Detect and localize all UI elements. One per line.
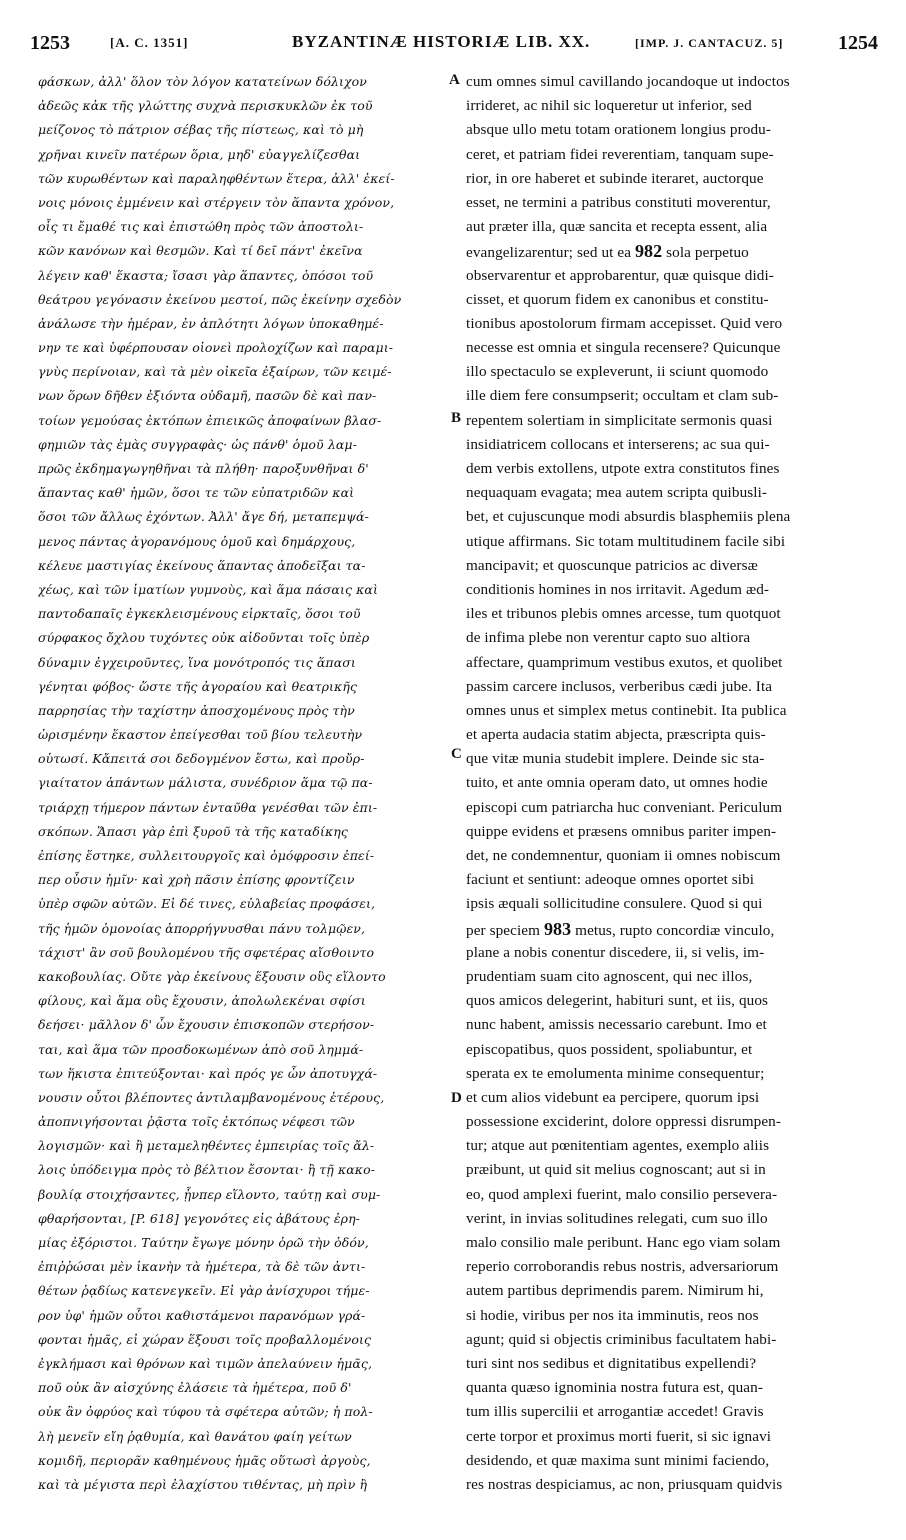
latin-text-line: tuito, et ante omnia operam dato, ut omnes hodie (466, 774, 768, 792)
greek-text-line: ἅπαντας καθ' ἡμῶν, ὅσοι τε τῶν εὐπατριδῶν καὶ (38, 485, 355, 501)
latin-text-line: prudentiam suam cito agnoscent, qui nec illos, (466, 967, 753, 985)
emperor-reference: [IMP. J. CANTACUZ. 5] (635, 36, 784, 50)
latin-text-line: si hodie, viribus per nos ita imminutis, reos nos (466, 1306, 759, 1324)
latin-text-line: iles et tribunos plebis omnes arcesse, tum quotquot (466, 605, 781, 623)
greek-text-line: θέτων ῥᾳδίως κατενεγκεῖν. Εἰ γὰρ ἀνίσχυροι τήμε- (38, 1283, 370, 1299)
latin-text-line: affectare, quamprimum vestibus exutos, et quolibet (466, 653, 783, 671)
greek-text-line: φονται ἡμᾶς, εἰ χώραν ἕξουσι τοῖς προβαλλομένοις (38, 1331, 372, 1347)
latin-text-line: ceret, et patriam fidei reverentiam, tanquam supe- (466, 145, 774, 163)
latin-text-line: ille diem fere consumpserit; occultam et clam sub- (466, 387, 779, 405)
page-number-left: 1253 (30, 32, 70, 54)
greek-text-line: βουλίᾳ στοιχήσαντες, ᾗνπερ εἵλοντο, ταύτῃ καὶ συμ- (38, 1186, 381, 1202)
greek-text-line: μίας ἐξόριστοι. Ταύτην ἔγωγε μόνην ὁρῶ τὴν ὁδόν, (38, 1235, 369, 1250)
greek-text-line: ὅσοι τῶν ἄλλως ἐχόντων. Ἀλλ' ἄγε δή, μεταπεμψά- (38, 509, 369, 525)
greek-text-line: τοίων γεμούσας ἐκτόπων ἐπιεικῶς ἀποφαίνων βλασ- (38, 412, 382, 428)
latin-text-line: quanta quæso ignominia nostra futura est, quan- (466, 1379, 763, 1397)
greek-text-line: ρον ὑφ' ἡμῶν οὗτοι καθιστάμενοι παρανόμων γρά- (38, 1307, 366, 1323)
latin-text-line: plane a nobis conentur discedere, ii, si velis, im- (466, 943, 765, 961)
greek-text-line: δεήσει· μᾶλλον δ' ὧν ἔχουσιν ἐπισκοπῶν στερήσον- (38, 1017, 375, 1033)
latin-text-line: necesse est omnia et singula recensere? Quicunque (466, 339, 781, 357)
greek-text-line: γνὺς περίνοιαν, καὶ τὰ μὲν οἰκεῖα ἐξαίρων, τῶν κειμέ- (38, 364, 392, 380)
greek-text-line: κομιδῆ, περιορᾶν καθημένους ἡμᾶς οὕτωσὶ ἀργοὺς, (38, 1452, 371, 1468)
greek-text-line: οἷς τι ἔμαθέ τις καὶ ἐπιστώθη πρὸς τῶν ἀποστολι- (38, 219, 364, 235)
latin-text-line: autem partibus deprimendis parem. Nimirum hi, (466, 1282, 764, 1300)
latin-text-line: observarentur et approbarentur, quæ quisque didi- (466, 266, 774, 284)
latin-text-line: repentem solertiam in simplicitate sermonis quasi (466, 411, 773, 429)
greek-text-line: οὑτωσί. Κἄπειτά σοι δεδογμένον ἔστω, καὶ προὔρ- (38, 751, 365, 767)
greek-text-line: νην τε καὶ ὑφέρπουσαν οἱονεὶ προλοχίζων καὶ παραμι- (38, 340, 394, 356)
latin-text-line: mancipavit; et quoscunque patricios ac diversæ (466, 556, 758, 574)
latin-text-line: omnes unus et simplex metus continebit. Ita publica (466, 701, 787, 719)
greek-text-line: περ οὖσιν ἡμῖν· καὶ χρὴ πᾶσιν ἐπίσης φροντίζειν (38, 872, 355, 888)
greek-text-line: τάχιστ' ἂν σοῦ βουλομένου τῆς σφετέρας αἴσθοιντο (38, 944, 375, 960)
latin-text-line: nequaquam evagata; mea autem scripta quibusli- (466, 484, 768, 502)
greek-text-line: μείζονος τὸ πάτριον σέβας τῆς πίστεως, καὶ τὸ μὴ (38, 122, 364, 138)
greek-text-line: οὐκ ἂν ὀφρύος καὶ τύφου τὰ σφέτερα αὐτῶν; ἡ πολ- (38, 1404, 373, 1420)
latin-text-column (466, 70, 878, 1497)
greek-text-line: τριάρχῃ τήμερον πάντων ἐνταῦθα γενέσθαι τῶν ἐπι- (38, 799, 378, 815)
latin-text-line: dem verbis extollens, utpote extra constitutos fines (466, 460, 780, 477)
latin-text-line: per speciem 983 metus, rupto concordiæ vinculo, (466, 918, 775, 939)
greek-text-line: ἀνάλωσε τὴν ἡμέραν, ἐν ἁπλότητι λόγων ὑποκαθημέ- (38, 315, 384, 331)
greek-text-line: χέως, καὶ τῶν ἱματίων γυμνοὺς, καὶ ἅμα πάσαις καὶ (38, 581, 378, 597)
greek-text-line: ἐγκλήμασι καὶ θρόνων καὶ τιμῶν ἀπελαύνειν ἡμᾶς, (38, 1355, 373, 1371)
latin-text-line: possessione exciderint, dolore oppressi disrumpen- (466, 1113, 782, 1131)
greek-text-line: παντοδαπαῖς ἐγκεκλεισμένους εἱρκταῖς, ὅσοι τοῦ (38, 606, 361, 622)
latin-text-line: bet, et cujuscunque modi absurdis blasphemiis plena (466, 508, 791, 526)
latin-text-line: tionibus apostolorum firmam accepisset. Quid vero (466, 314, 783, 332)
greek-text-line: σκόπων. Ἅπασι γὰρ ἐπὶ ξυροῦ τὰ τῆς καταδίκης (38, 823, 348, 839)
greek-text-line: κῶν κανόνων καὶ θεσμῶν. Καὶ τί δεῖ πάντ' ἐκεῖνα (38, 243, 363, 259)
margin-marker-d: D (451, 1090, 462, 1106)
greek-text-line: δύναμιν ἐγχειροῦντες, ἵνα μονότροπός τις ἅπασι (38, 654, 356, 670)
latin-text-line: præibunt, ut quid sit melius cognoscant; aut si in (466, 1161, 766, 1179)
latin-text-line: tur; atque aut pœnitentiam agentes, exemplo aliis (466, 1137, 770, 1155)
latin-text-line: agunt; quid si objectis criminibus facultatem habi- (466, 1330, 777, 1348)
greek-text-line: γένηται φόβος· ὥστε τῆς ἀγοραίου καὶ θεατρικῆς (38, 678, 358, 694)
greek-text-line: φθαρήσονται, [P. 618] γεγονότες εἰς ἀβάτους ἐρη- (38, 1210, 360, 1226)
running-header (30, 32, 878, 54)
latin-text-line: certe torpor et proximus morti fuerit, si sic ignavi (466, 1427, 772, 1445)
greek-text-line: ὡρισμένην ἕκαστον ἐπείγεσθαι τοῦ βίου τελευτὴν (38, 727, 363, 743)
latin-text-line: episcopatibus, quos possident, spoliabuntur, et (466, 1040, 753, 1058)
latin-text-line: illo spectaculo se expleverunt, ii sciunt quomodo (466, 363, 769, 381)
latin-text-line: absque ullo metu totam orationem longius produ- (466, 121, 772, 139)
latin-text-line: desidendo, et quæ maxima sunt minimi faciendo, (466, 1451, 770, 1469)
greek-text-line: χρῆναι κινεῖν πατέρων ὅρια, μηδ' εὐαγγελίζεσθαι (38, 146, 361, 162)
greek-text-line: φημιῶν τὰς ἐμὰς συγγραφὰς· ὡς πάνθ' ὁμοῦ λαμ- (38, 436, 357, 452)
latin-text-line: cisset, et quorum fidem ex canonibus et constitu- (466, 290, 769, 308)
greek-text-line: πρῶς ἐκδημαγωγηθῆναι τὰ πλήθη· παροξυνθῆναι δ' (38, 461, 369, 476)
latin-text-line: turi sint nos sedibus et dignitatibus expellendi? (466, 1354, 757, 1372)
latin-text-line: cum omnes simul cavillando jocandoque ut indoctos (466, 73, 790, 90)
latin-text-line: esset, ne termini a patribus constituti moverentur, (466, 193, 771, 211)
latin-text-line: aut præter illa, quæ sancita et recepta essent, alia (466, 218, 768, 236)
latin-text-line: det, ne condemnentur, quoniam ii omnes nobiscum (466, 847, 781, 864)
latin-text-line: quos amicos delegerint, habituri sunt, et iis, quos (466, 992, 769, 1010)
latin-text-line: et cum alios videbunt ea percipere, quorum ipsi (466, 1088, 760, 1106)
greek-text-line: τῆς ἡμῶν ὁμονοίας ἀπορρήγνυσθαι πάνυ τολμῷεν, (38, 920, 366, 936)
greek-text-line: καὶ τὰ μέγιστα περὶ ἐλαχίστου τιθέντας, μὴ πρὶν ἢ (38, 1476, 368, 1492)
margin-marker-a: A (449, 72, 460, 88)
greek-text-line: ἐπίσης ἕστηκε, συλλειτουργοῖς καὶ ὁμόφροσιν ἐπεί- (38, 848, 375, 863)
greek-text-line: λοις ὑπόδειγμα πρὸς τὸ βέλτιον ἔσονται· ἢ τῇ κακο- (38, 1162, 376, 1178)
page-title: BYZANTINÆ HISTORIÆ LIB. XX. (292, 32, 591, 51)
greek-text-line: νουσιν οὗτοι βλέποντες ἀντιλαμβανομένους ἑτέρους, (38, 1089, 385, 1105)
latin-text-line: res nostras despiciamus, ac non, priusquam quidvis (466, 1475, 783, 1493)
greek-text-line: μενος πάντας ἀγορανόμους ὁμοῦ καὶ δημάρχους, (38, 533, 356, 549)
greek-text-line: λέγειν καθ' ἕκαστα; ἴσασι γὰρ ἅπαντες, ὁπόσοι τοῦ (38, 267, 374, 283)
latin-text-line: evangelizarentur; sed ut ea 982 sola perpetuo (466, 241, 749, 262)
greek-text-line: νων ὅρων δῆθεν ἐξιόντα οὐδαμῆ, πασῶν δὲ καὶ παν- (38, 388, 377, 404)
latin-text-line: et aperta audacia statim abjecta, præscripta quis- (466, 726, 766, 744)
latin-text-line: rior, in ore haberet et subinde iteraret, auctorque (466, 169, 764, 187)
greek-text-line: λογισμῶν· καὶ ἢ μεταμεληθέντες ἐμπειρίας τοῖς ἄλ- (38, 1138, 375, 1154)
latin-text-line: utique affirmans. Sic totam multitudinem facile sibi (466, 532, 786, 550)
latin-text-line: passim carcere inclusos, verberibus cædi jube. Ita (466, 677, 773, 695)
margin-marker-c: C (451, 746, 462, 762)
greek-text-line: νοις μόνοις ἐμμένειν καὶ στέργειν τὸν ἅπαντα χρόνον, (38, 194, 395, 210)
latin-text-line: ipsis æquali sollicitudine consulere. Quod si qui (466, 895, 763, 913)
greek-text-line: λὴ μενεῖν εἴη ῥᾳθυμία, καὶ θανάτου φαίη γείτων (38, 1428, 352, 1444)
greek-text-line: φίλους, καὶ ἅμα οὓς ἔχουσιν, ἀπολωλεκέναι σφίσι (38, 993, 366, 1009)
latin-text-line: de infima plebe non verentur capto suo altiora (466, 629, 751, 647)
latin-text-line: insidiatricem collocans et interserens; ac sua qui- (466, 435, 770, 453)
greek-text-line: ὑπὲρ σφῶν αὐτῶν. Εἰ δέ τινες, εὐλαβείας προφάσει, (38, 896, 376, 912)
latin-text-line: quippe evidens et præsens omnibus pariter impen- (466, 822, 777, 840)
greek-text-line: κακοβουλίας. Οὔτε γὰρ ἐκείνους ἕξουσιν οὓς εἵλοντο (38, 968, 386, 984)
marginal-page-number: 982 (634, 241, 663, 262)
latin-text-line: faciunt et sentiunt: adeoque omnes oportet sibi (466, 871, 755, 889)
greek-text-line: ἀδεῶς κἀκ τῆς γλώττης συχνὰ περισκυκλῶν ἐκ τοῦ (38, 98, 373, 114)
latin-text-line: irrideret, ac nihil sic loqueretur ut inferior, sed (466, 97, 752, 115)
greek-text-line: σύρφακος ὄχλου τυχόντες οὐκ αἰδοῦνται τοῖς ὑπὲρ (38, 630, 370, 646)
latin-text-line: episcopi cum patriarcha huc conveniant. Periculum (466, 798, 783, 816)
latin-text-line: verint, in invias solitudines relegati, cum suo illo (466, 1209, 768, 1227)
greek-text-line: ται, καὶ ἅμα τῶν προσδοκωμένων ἀπὸ σοῦ λημμά- (38, 1041, 364, 1057)
latin-text-line: eo, quod amplexi fuerint, malo consilio persevera- (466, 1185, 778, 1203)
latin-text-line: reperio corroborandis rebus nostris, adversariorum (466, 1258, 779, 1276)
latin-text-line: malo consilio male peribunt. Hanc ego viam solam (466, 1234, 781, 1251)
margin-marker-b: B (451, 410, 462, 426)
latin-text-line: conditionis homines in nos irritavit. Agedum æd- (466, 580, 770, 598)
latin-text-line: que vitæ munia studebit implere. Deinde sic sta- (466, 750, 765, 768)
latin-text-line: nunc habent, amissis necessario carebunt. Imo et (466, 1016, 767, 1034)
year-reference: [A. C. 1351] (110, 35, 189, 50)
page-number-right: 1254 (838, 32, 878, 54)
greek-text-line: ποῦ οὐκ ἂν αἰσχύνης ἐλάσειε τὰ ἡμέτερα, ποῦ δ' (38, 1380, 352, 1396)
greek-text-line: φάσκων, ἀλλ' ὅλον τὸν λόγον κατατείνων δόλιχον (38, 74, 367, 89)
latin-text-line: tum illis supercilii et arrogantiæ accedet! Gravis (466, 1403, 764, 1421)
greek-text-line: των ἥκιστα ἐπιτεύξονται· καὶ πρός γε ὧν ἀποτυγχά- (38, 1065, 378, 1081)
greek-text-line: ἀποπνιγήσονται ῥᾷστα τοῖς ἐκτόπως νέφεσι τῶν (38, 1114, 355, 1130)
greek-text-line: παρρησίας τὴν ταχίστην ἀποσχομένους πρὸς τὴν (38, 702, 355, 718)
greek-text-line: γιαίτατον ἁπάντων μάλιστα, συνέδριον ἅμα τῷ πα- (38, 775, 373, 791)
greek-text-line: κέλευε μαστιγίας ἐκείνους ἅπαντας ἀποδεῖξαι τα- (38, 557, 366, 573)
greek-text-line: ἐπιῤῥώσαι μὲν ἱκανὴν τὰ ἡμέτερα, τὰ δὲ τῶν ἀντι- (38, 1259, 366, 1275)
marginal-page-number: 983 (543, 918, 572, 939)
greek-text-line: θεάτρου γεγόνασιν ἐκείνου μεστοί, πῶς ἐκείνην σχεδὸν (38, 291, 402, 307)
greek-text-line: τῶν κυρωθέντων καὶ παραληφθέντων ἕτερα, ἀλλ' ἐκεί- (38, 170, 395, 186)
latin-text-line: sperata ex te emolumenta minime consequentur; (466, 1064, 765, 1082)
greek-text-column (38, 70, 446, 1497)
